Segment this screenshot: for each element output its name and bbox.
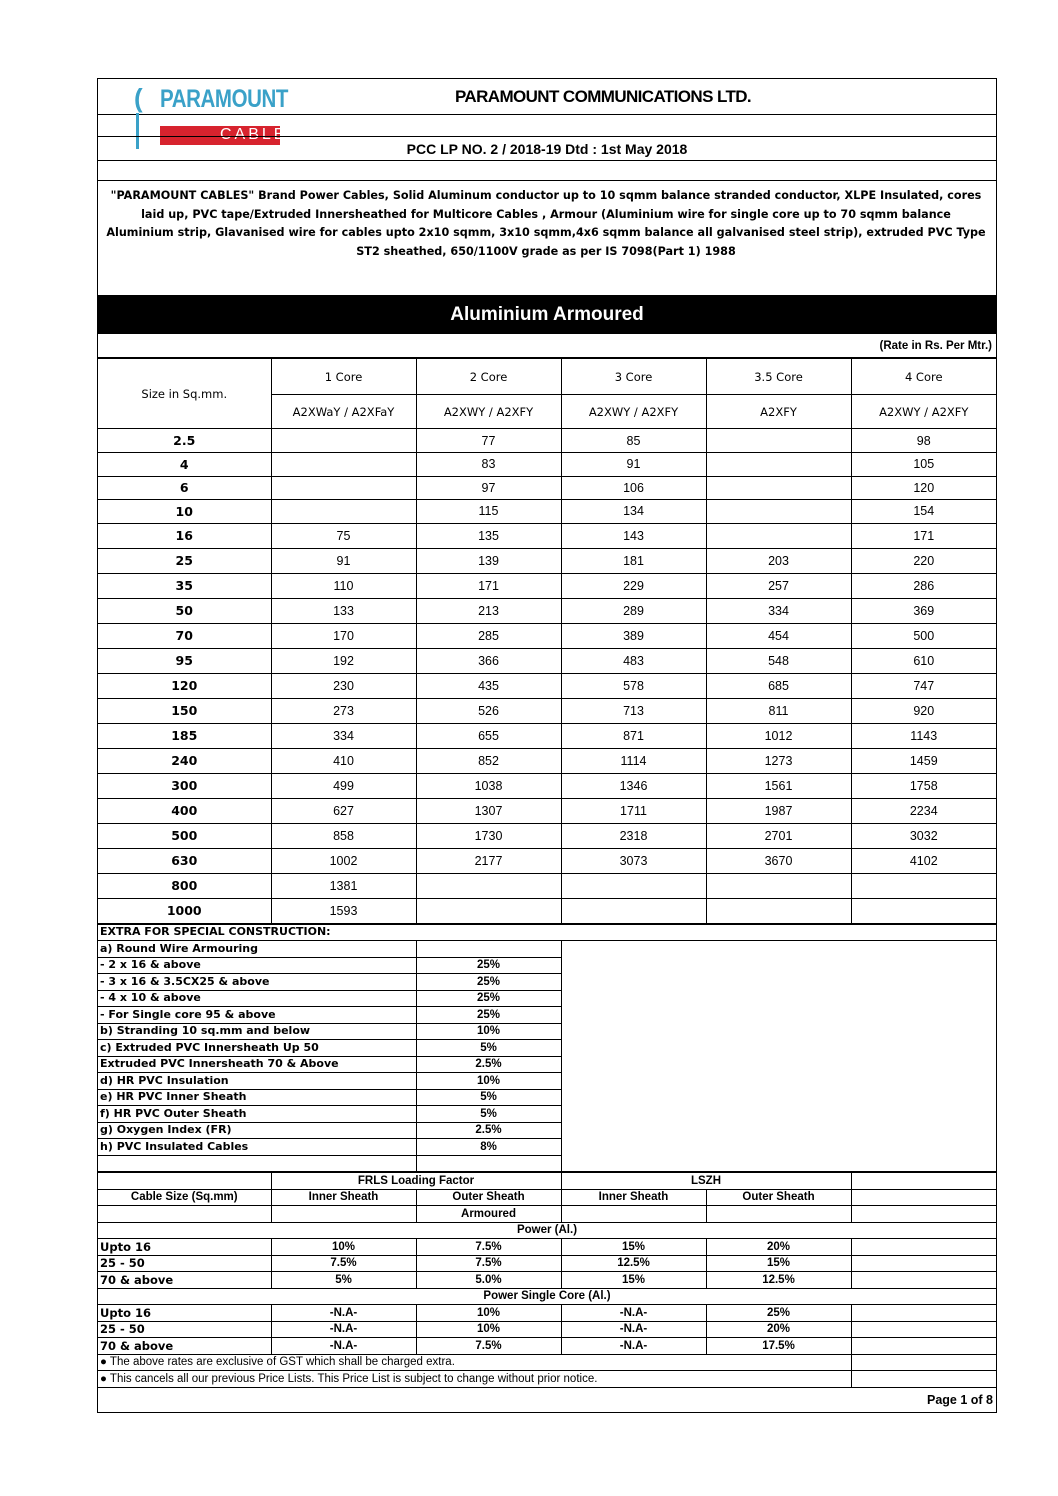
price-cell: 1346 xyxy=(561,773,706,798)
size-header: Size in Sq.mm. xyxy=(98,359,271,429)
price-cell: 83 xyxy=(416,453,561,477)
price-cell xyxy=(561,898,706,923)
factor-row xyxy=(98,1239,996,1256)
core-header: 3 Core xyxy=(561,359,706,395)
factor-group-row xyxy=(98,1173,996,1190)
factor-value: 15% xyxy=(706,1255,851,1272)
price-cell: 410 xyxy=(271,748,416,773)
price-cell: 115 xyxy=(416,500,561,524)
price-cell xyxy=(851,873,996,898)
factor-value: 20% xyxy=(706,1321,851,1338)
price-list-number: PCC LP NO. 2 / 2018-19 Dtd : 1st May 2018 xyxy=(98,137,996,161)
price-cell: 139 xyxy=(416,548,561,573)
price-cell: 526 xyxy=(416,698,561,723)
price-cell: 2318 xyxy=(561,823,706,848)
size-cell: 50 xyxy=(98,598,271,623)
inner-sheath-header: Inner Sheath xyxy=(561,1189,706,1206)
extras-value: 25% xyxy=(416,990,561,1007)
factor-value: 7.5% xyxy=(416,1255,561,1272)
factor-value: -N.A- xyxy=(561,1305,706,1322)
price-cell: 257 xyxy=(706,573,851,598)
price-table xyxy=(98,358,996,924)
table-row xyxy=(98,648,996,673)
factor-value: 7.5% xyxy=(416,1239,561,1256)
table-row xyxy=(98,500,996,524)
price-cell: 98 xyxy=(851,429,996,453)
price-cell: 181 xyxy=(561,548,706,573)
price-cell: 1038 xyxy=(416,773,561,798)
factor-value: -N.A- xyxy=(271,1305,416,1322)
table-row xyxy=(98,573,996,598)
price-list-sheet xyxy=(97,78,997,1413)
frls-label: FRLS Loading Factor xyxy=(271,1173,561,1190)
price-cell: 171 xyxy=(851,523,996,548)
cable-type-header: A2XFY xyxy=(706,395,851,429)
size-cell: 240 xyxy=(98,748,271,773)
factor-value: 25% xyxy=(706,1305,851,1322)
price-cell: 286 xyxy=(851,573,996,598)
price-cell: 627 xyxy=(271,798,416,823)
table-row xyxy=(98,773,996,798)
factor-header-row xyxy=(98,1189,996,1206)
extras-value: 2.5% xyxy=(416,1122,561,1139)
price-cell: 213 xyxy=(416,598,561,623)
blank-cell xyxy=(98,1206,271,1223)
extras-label: e) HR PVC Inner Sheath xyxy=(98,1089,416,1106)
table-row xyxy=(98,723,996,748)
price-cell: 2234 xyxy=(851,798,996,823)
blank-cell xyxy=(851,1173,996,1190)
price-cell: 454 xyxy=(706,623,851,648)
size-cell: 2.5 xyxy=(98,429,271,453)
size-cell: 1000 xyxy=(98,898,271,923)
blank-cell xyxy=(851,1255,996,1272)
price-cell: 500 xyxy=(851,623,996,648)
size-cell: 800 xyxy=(98,873,271,898)
cable-type-header: A2XWY / A2XFY xyxy=(561,395,706,429)
cable-type-header: A2XWaY / A2XFaY xyxy=(271,395,416,429)
price-cell: 230 xyxy=(271,673,416,698)
price-cell xyxy=(706,873,851,898)
blank-cell xyxy=(851,1321,996,1338)
factor-value: 17.5% xyxy=(706,1338,851,1355)
price-cell: 285 xyxy=(416,623,561,648)
blank-cell xyxy=(851,1272,996,1289)
price-cell: 135 xyxy=(416,523,561,548)
price-cell: 548 xyxy=(706,648,851,673)
price-cell xyxy=(706,523,851,548)
factor-size: Upto 16 xyxy=(98,1305,271,1322)
size-cell: 400 xyxy=(98,798,271,823)
price-cell: 1459 xyxy=(851,748,996,773)
price-cell: 435 xyxy=(416,673,561,698)
extras-label: h) PVC Insulated Cables xyxy=(98,1139,416,1156)
factor-value: 5% xyxy=(271,1272,416,1289)
price-cell: 1758 xyxy=(851,773,996,798)
core-header: 4 Core xyxy=(851,359,996,395)
section-banner: Aluminium Armoured xyxy=(98,296,996,334)
blank-cell xyxy=(851,1354,996,1371)
blank-cell xyxy=(851,1189,996,1206)
price-cell: 110 xyxy=(271,573,416,598)
price-cell: 143 xyxy=(561,523,706,548)
paramount-logo: ( PARAMOUNT CABLES xyxy=(134,83,284,145)
factor-size: 70 & above xyxy=(98,1338,271,1355)
price-cell: 713 xyxy=(561,698,706,723)
extras-value: 5% xyxy=(416,1089,561,1106)
price-cell: 610 xyxy=(851,648,996,673)
price-cell: 134 xyxy=(561,500,706,524)
price-cell: 747 xyxy=(851,673,996,698)
extras-value: 8% xyxy=(416,1139,561,1156)
factor-section-label: Power Single Core (Al.) xyxy=(98,1288,996,1305)
price-cell: 811 xyxy=(706,698,851,723)
price-cell: 1987 xyxy=(706,798,851,823)
table-row xyxy=(98,873,996,898)
factor-size: 70 & above xyxy=(98,1272,271,1289)
price-cell: 171 xyxy=(416,573,561,598)
price-cell: 1593 xyxy=(271,898,416,923)
price-cell: 852 xyxy=(416,748,561,773)
extras-table xyxy=(98,924,996,1173)
company-name: PARAMOUNT COMMUNICATIONS LTD. xyxy=(454,87,752,106)
price-cell: 133 xyxy=(271,598,416,623)
loading-factor-table xyxy=(98,1172,996,1388)
table-row xyxy=(98,523,996,548)
armoured-label: Armoured xyxy=(416,1206,561,1223)
extras-value: 25% xyxy=(416,974,561,991)
page-number: Page 1 of 8 xyxy=(927,1392,993,1407)
extras-label: - 2 x 16 & above xyxy=(98,957,416,974)
factor-value: 10% xyxy=(416,1321,561,1338)
extras-value: 5% xyxy=(416,1106,561,1123)
extras-label: d) HR PVC Insulation xyxy=(98,1073,416,1090)
size-cell: 300 xyxy=(98,773,271,798)
extras-label: f) HR PVC Outer Sheath xyxy=(98,1106,416,1123)
rate-note: (Rate in Rs. Per Mtr.) xyxy=(98,334,996,358)
price-cell: 91 xyxy=(271,548,416,573)
table-row xyxy=(98,798,996,823)
blank-cell xyxy=(851,1206,996,1223)
factor-row xyxy=(98,1272,996,1289)
factor-size: 25 - 50 xyxy=(98,1321,271,1338)
inner-sheath-header: Inner Sheath xyxy=(271,1189,416,1206)
table-row xyxy=(98,476,996,500)
extras-row xyxy=(98,941,996,958)
extras-value: 25% xyxy=(416,1007,561,1024)
price-cell: 920 xyxy=(851,698,996,723)
price-cell: 655 xyxy=(416,723,561,748)
price-cell: 2177 xyxy=(416,848,561,873)
factor-section-row xyxy=(98,1288,996,1305)
price-cell: 77 xyxy=(416,429,561,453)
price-cell: 2701 xyxy=(706,823,851,848)
size-cell: 95 xyxy=(98,648,271,673)
blank-cell xyxy=(851,1305,996,1322)
price-cell: 192 xyxy=(271,648,416,673)
price-cell: 858 xyxy=(271,823,416,848)
price-cell xyxy=(271,429,416,453)
price-cell: 1307 xyxy=(416,798,561,823)
factor-value: 7.5% xyxy=(271,1255,416,1272)
blank-cell xyxy=(706,1206,851,1223)
price-cell: 170 xyxy=(271,623,416,648)
size-cell: 70 xyxy=(98,623,271,648)
price-cell: 75 xyxy=(271,523,416,548)
price-cell xyxy=(706,898,851,923)
factor-value: 12.5% xyxy=(706,1272,851,1289)
factor-size: Upto 16 xyxy=(98,1239,271,1256)
size-cell: 4 xyxy=(98,453,271,477)
note-row xyxy=(98,1354,996,1371)
armoured-row xyxy=(98,1206,996,1223)
table-row xyxy=(98,823,996,848)
price-cell: 273 xyxy=(271,698,416,723)
price-cell xyxy=(271,476,416,500)
price-cell: 1273 xyxy=(706,748,851,773)
cable-size-header: Cable Size (Sq.mm) xyxy=(98,1189,271,1206)
price-cell xyxy=(706,476,851,500)
table-row xyxy=(98,453,996,477)
price-cell: 334 xyxy=(271,723,416,748)
size-cell: 185 xyxy=(98,723,271,748)
factor-row xyxy=(98,1321,996,1338)
factor-value: 20% xyxy=(706,1239,851,1256)
price-cell: 369 xyxy=(851,598,996,623)
price-cell: 1730 xyxy=(416,823,561,848)
price-cell: 4102 xyxy=(851,848,996,873)
factor-value: -N.A- xyxy=(561,1338,706,1355)
note-text: ● This cancels all our previous Price Lists. This Price List is subject to change without prior notice. xyxy=(98,1371,851,1388)
size-cell: 150 xyxy=(98,698,271,723)
extras-value xyxy=(416,941,561,958)
price-cell xyxy=(271,500,416,524)
table-row xyxy=(98,548,996,573)
price-cell xyxy=(416,873,561,898)
table-row xyxy=(98,698,996,723)
extras-value: 2.5% xyxy=(416,1056,561,1073)
table-row xyxy=(98,898,996,923)
table-row xyxy=(98,623,996,648)
price-cell: 1561 xyxy=(706,773,851,798)
note-text: ● The above rates are exclusive of GST which shall be charged extra. xyxy=(98,1354,851,1371)
price-cell: 105 xyxy=(851,453,996,477)
extras-title: EXTRA FOR SPECIAL CONSTRUCTION: xyxy=(98,924,996,941)
extras-label: - For Single core 95 & above xyxy=(98,1007,416,1024)
extras-value: 5% xyxy=(416,1040,561,1057)
price-cell xyxy=(706,500,851,524)
blank-cell xyxy=(851,1239,996,1256)
factor-value: 10% xyxy=(416,1305,561,1322)
factor-value: 5.0% xyxy=(416,1272,561,1289)
blank-cell xyxy=(98,1173,271,1190)
table-row xyxy=(98,598,996,623)
table-row xyxy=(98,848,996,873)
outer-sheath-header: Outer Sheath xyxy=(706,1189,851,1206)
price-cell: 97 xyxy=(416,476,561,500)
note-row xyxy=(98,1371,996,1388)
factor-size: 25 - 50 xyxy=(98,1255,271,1272)
core-header: 3.5 Core xyxy=(706,359,851,395)
price-cell: 483 xyxy=(561,648,706,673)
core-header: 1 Core xyxy=(271,359,416,395)
price-cell: 1143 xyxy=(851,723,996,748)
table-row xyxy=(98,748,996,773)
factor-value: 12.5% xyxy=(561,1255,706,1272)
size-cell: 6 xyxy=(98,476,271,500)
size-cell: 25 xyxy=(98,548,271,573)
factor-value: -N.A- xyxy=(271,1338,416,1355)
size-cell: 35 xyxy=(98,573,271,598)
cable-type-header: A2XWY / A2XFY xyxy=(851,395,996,429)
price-cell: 1012 xyxy=(706,723,851,748)
price-cell: 154 xyxy=(851,500,996,524)
size-cell: 120 xyxy=(98,673,271,698)
table-row xyxy=(98,429,996,453)
blank-cell xyxy=(271,1206,416,1223)
extras-label: b) Stranding 10 sq.mm and below xyxy=(98,1023,416,1040)
spacer-row xyxy=(98,115,996,137)
price-cell: 229 xyxy=(561,573,706,598)
price-cell: 499 xyxy=(271,773,416,798)
factor-value: 7.5% xyxy=(416,1338,561,1355)
blank-cell xyxy=(561,1206,706,1223)
factor-row xyxy=(98,1255,996,1272)
price-cell: 106 xyxy=(561,476,706,500)
price-cell: 1381 xyxy=(271,873,416,898)
extras-value: 10% xyxy=(416,1073,561,1090)
price-cell: 3032 xyxy=(851,823,996,848)
extras-value: 10% xyxy=(416,1023,561,1040)
extras-label: c) Extruded PVC Innersheath Up 50 xyxy=(98,1040,416,1057)
price-cell: 366 xyxy=(416,648,561,673)
factor-value: -N.A- xyxy=(271,1321,416,1338)
size-cell: 16 xyxy=(98,523,271,548)
price-cell: 91 xyxy=(561,453,706,477)
price-cell xyxy=(561,873,706,898)
price-cell: 289 xyxy=(561,598,706,623)
lszh-label: LSZH xyxy=(561,1173,851,1190)
outer-sheath-header: Outer Sheath xyxy=(416,1189,561,1206)
factor-section-row xyxy=(98,1222,996,1239)
extras-label: a) Round Wire Armouring xyxy=(98,941,416,958)
price-cell xyxy=(416,898,561,923)
size-cell: 500 xyxy=(98,823,271,848)
price-cell: 3670 xyxy=(706,848,851,873)
price-cell: 1114 xyxy=(561,748,706,773)
price-cell: 220 xyxy=(851,548,996,573)
price-cell: 3073 xyxy=(561,848,706,873)
extras-value: 25% xyxy=(416,957,561,974)
factor-value: 15% xyxy=(561,1272,706,1289)
price-cell: 578 xyxy=(561,673,706,698)
blank-cell xyxy=(851,1338,996,1355)
extras-label: - 3 x 16 & 3.5CX25 & above xyxy=(98,974,416,991)
header-row xyxy=(98,79,996,143)
price-cell: 871 xyxy=(561,723,706,748)
factor-value: 15% xyxy=(561,1239,706,1256)
price-cell: 685 xyxy=(706,673,851,698)
product-description: "PARAMOUNT CABLES" Brand Power Cables, Solid Aluminum conductor up to 10 sqmm balance stranded conductor, XLPE Insulated, cores laid up, PVC tape/Extruded Innersheathed for Multicore Cables , Armour (Aluminium wire for single core up to 70 sqmm balance Aluminium strip, Glavanised wire for cables upto 2x10 sqmm, 3x10 sqmm,4x6 sqmm balance all galvanised steel strip), extruded PVC Type ST2 sheathed, 650/1100V grade as per IS 7098(Part 1) 1988 xyxy=(98,181,996,296)
factor-value: 10% xyxy=(271,1239,416,1256)
price-cell: 85 xyxy=(561,429,706,453)
core-header: 2 Core xyxy=(416,359,561,395)
price-cell: 203 xyxy=(706,548,851,573)
price-cell: 1711 xyxy=(561,798,706,823)
blank-cell xyxy=(851,1371,996,1388)
price-cell xyxy=(706,453,851,477)
price-cell: 389 xyxy=(561,623,706,648)
spacer-row xyxy=(98,161,996,181)
size-cell: 10 xyxy=(98,500,271,524)
price-cell: 334 xyxy=(706,598,851,623)
extras-label: Extruded PVC Innersheath 70 & Above xyxy=(98,1056,416,1073)
extras-label: - 4 x 10 & above xyxy=(98,990,416,1007)
factor-row xyxy=(98,1338,996,1355)
extras-title-row xyxy=(98,924,996,941)
price-cell xyxy=(271,453,416,477)
price-cell xyxy=(851,898,996,923)
table-row xyxy=(98,673,996,698)
size-cell: 630 xyxy=(98,848,271,873)
price-cell: 1002 xyxy=(271,848,416,873)
price-cell xyxy=(706,429,851,453)
extras-label: g) Oxygen Index (FR) xyxy=(98,1122,416,1139)
factor-section-label: Power (Al.) xyxy=(98,1222,996,1239)
cable-type-header: A2XWY / A2XFY xyxy=(416,395,561,429)
price-cell: 120 xyxy=(851,476,996,500)
factor-row xyxy=(98,1305,996,1322)
factor-value: -N.A- xyxy=(561,1321,706,1338)
